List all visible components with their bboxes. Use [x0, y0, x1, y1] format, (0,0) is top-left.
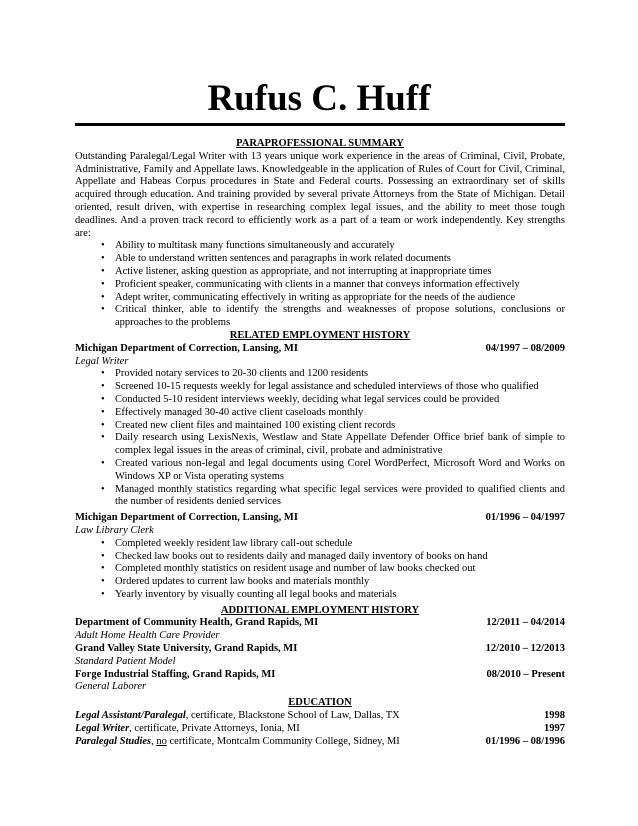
duty-item: • Daily research using LexisNexis, Westlaw and State Appellate Defender Office brief bank of simple to complex legal issues in the areas of criminal, civil, probate and administrative	[115, 432, 565, 458]
education-program: Legal Writer	[75, 722, 130, 734]
job-role: Adult Home Health Care Provider	[75, 630, 220, 642]
duty-item: • Effectively managed 30-40 active client caseloads monthly	[115, 407, 565, 420]
additional-heading: ADDITIONAL EMPLOYMENT HISTORY	[220, 604, 420, 616]
job-header	[75, 512, 565, 525]
job-employer: Michigan Department of Correction, Lansing, MI	[75, 342, 298, 354]
job-dates: 12/2011 – 04/2014	[486, 617, 565, 629]
duty-item: • Managed monthly statistics regarding what specific legal services were provided to qualified clients and the number of residents denied services	[115, 484, 565, 510]
job-role: Legal Writer	[75, 355, 129, 367]
education-year: 1998	[544, 710, 565, 722]
related-heading: RELATED EMPLOYMENT HISTORY	[229, 329, 411, 341]
education-program: Paralegal Studies	[75, 735, 152, 747]
job-employer: Forge Industrial Staffing, Grand Rapids, MI	[75, 668, 276, 680]
strength-item: • Proficient speaker, communicating with clients in a manner that conveys information effectively	[115, 279, 565, 292]
duty-item: • Completed monthly statistics on resident usage and number of law books checked out	[115, 563, 565, 576]
title-rule	[75, 123, 565, 126]
job-employer: Department of Community Health, Grand Rapids, MI	[75, 617, 319, 629]
strength-item: • Critical thinker, able to identify the strengths and weaknesses of propose solutions, conclusions or approaches to the problems	[115, 304, 565, 330]
job-header	[75, 669, 565, 682]
job-employer: Michigan Department of Correction, Lansing, MI	[75, 512, 298, 524]
job-role: Law Library Clerk	[75, 524, 154, 536]
education-separator: ,	[151, 735, 157, 747]
strength-item: • Active listener, asking question as appropriate, and not interrupting at inappropriate times	[115, 266, 565, 279]
summary-text: Outstanding Paralegal/Legal Writer with 13 years unique work experience in the areas of Criminal, Civil, Probate, Administrative, Family and Appellate laws. Knowledgeable in the application of Rules of Court for Civil, Criminal, Appellate and Habeas Corpus procedures in State and Federal courts. Possessing an extraordinary set of skills acquired through education. And training provided by several private Attorneys from the State of Michigan. Detail oriented, result driven, with expertise in researching complex legal issues, and the ability to meet those tough deadlines. And a proven track record to efficiently work as a part of a team or work independently. Key strengths are:	[75, 150, 565, 239]
education-year: 1997	[544, 722, 565, 734]
education-program: Legal Assistant/Paralegal	[75, 710, 186, 722]
strengths-list	[75, 240, 565, 330]
education-item	[75, 736, 565, 749]
duty-item: • Completed weekly resident law library call-out schedule	[115, 538, 565, 551]
job-header	[75, 617, 565, 630]
strength-item: • Ability to multitask many functions simultaneously and accurately	[115, 240, 565, 253]
summary-heading: PARAPROFESSIONAL SUMMARY	[236, 138, 404, 149]
job-header	[75, 643, 565, 656]
education-detail	[75, 710, 400, 723]
job-dates: 01/1996 – 04/1997	[485, 512, 565, 524]
duties-list	[75, 368, 565, 509]
duty-item: • Created various non-legal and legal documents using Corel WordPerfect, Microsoft Word and Works on Windows XP or Vista operating systems	[115, 458, 565, 484]
job-dates: 12/2010 – 12/2013	[485, 643, 565, 655]
duty-item: • Ordered updates to current law books and materials monthly	[115, 576, 565, 589]
job-employer: Grand Valley State University, Grand Rapids, MI	[75, 643, 298, 655]
education-institution: certificate, Montcalm Community College, Sidney, MI	[166, 735, 400, 747]
duty-item: • Screened 10-15 requests weekly for legal assistance and scheduled interviews of those who qualified	[115, 381, 565, 394]
education-item	[75, 723, 565, 736]
resume-body	[75, 138, 565, 748]
resume-name: Rufus C. Huff	[207, 78, 431, 119]
education-year: 01/1996 – 08/1996	[485, 735, 565, 747]
education-heading: EDUCATION	[288, 697, 352, 709]
education-no-underlined: no	[156, 735, 167, 747]
job-role: Standard Patient Model	[75, 655, 176, 667]
job-header	[75, 343, 565, 356]
education-detail	[75, 723, 300, 736]
education-detail	[75, 736, 400, 749]
education-item	[75, 710, 565, 723]
duty-item: • Conducted 5-10 resident interviews weekly, deciding what legal services could be provided	[115, 394, 565, 407]
strength-item: • Adept writer, communicating effectively in writing as appropriate for the needs of the audience	[115, 292, 565, 305]
education-institution: , certificate, Private Attorneys, Ionia, MI	[129, 722, 300, 734]
duties-list	[75, 538, 565, 602]
job-role: General Laborer	[75, 681, 147, 693]
duty-item: • Yearly inventory by visually counting all legal books and materials	[115, 589, 565, 602]
duty-item: • Checked law books out to residents daily and managed daily inventory of books on hand	[115, 551, 565, 564]
duty-item: • Provided notary services to 20-30 clients and 1200 residents	[115, 368, 565, 381]
education-institution: , certificate, Blackstone School of Law, Dallas, TX	[185, 710, 400, 722]
duty-item: • Created new client files and maintained 100 existing client records	[115, 420, 565, 433]
job-dates: 08/2010 – Present	[486, 668, 565, 680]
job-dates: 04/1997 – 08/2009	[485, 342, 565, 354]
strength-item: • Able to understand written sentences and paragraphs in work related documents	[115, 253, 565, 266]
